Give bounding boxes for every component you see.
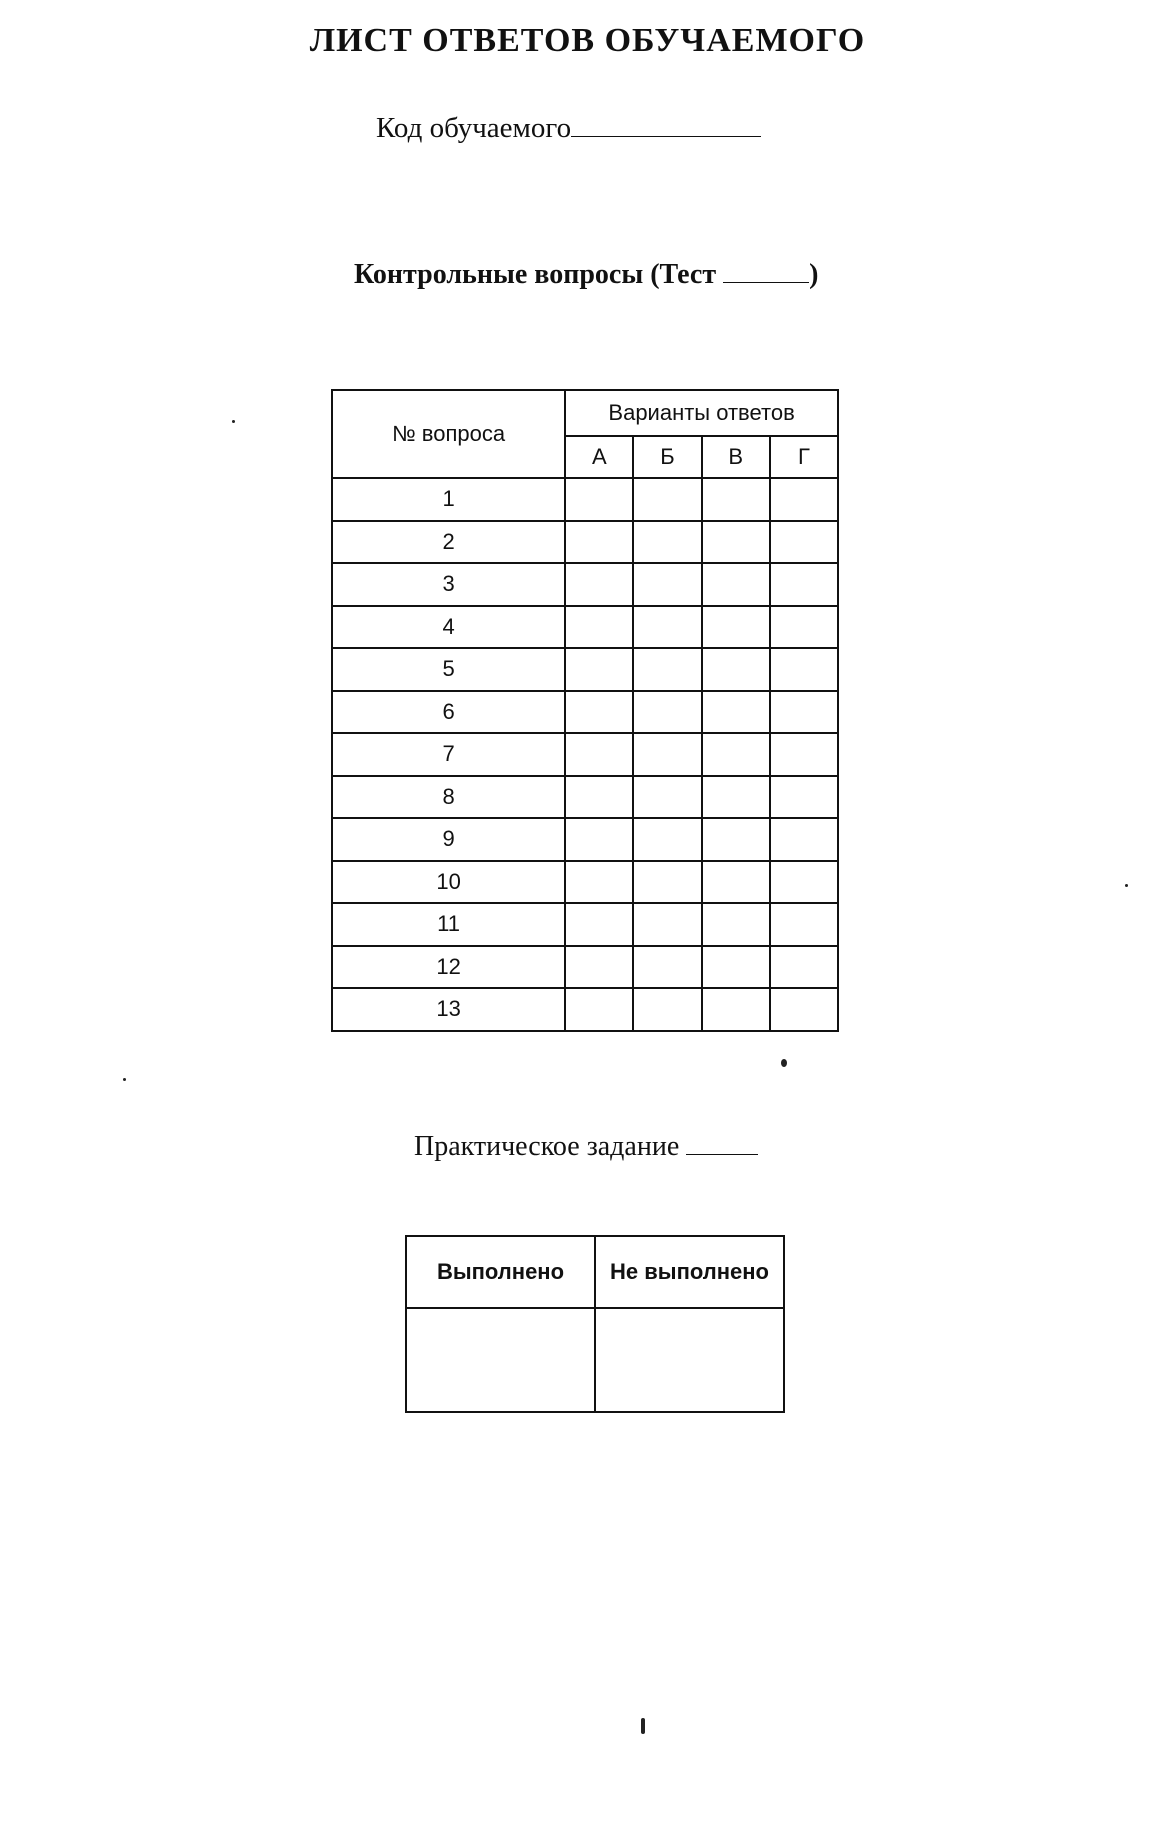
table-row xyxy=(332,818,838,861)
control-questions-label: Контрольные вопросы (Тест xyxy=(354,259,717,290)
question-number-cell: 13 xyxy=(332,988,565,1031)
question-number-cell: 8 xyxy=(332,776,565,819)
question-number-cell: 12 xyxy=(332,946,565,989)
answer-cell-g[interactable] xyxy=(770,648,838,691)
table-row xyxy=(332,521,838,564)
question-number-cell: 10 xyxy=(332,861,565,904)
answer-cell-g[interactable] xyxy=(770,691,838,734)
practical-task-table xyxy=(405,1235,785,1413)
answer-cell-g[interactable] xyxy=(770,521,838,564)
table-row xyxy=(332,691,838,734)
answer-cell-g[interactable] xyxy=(770,733,838,776)
option-header-a: А xyxy=(565,436,633,478)
question-number-cell: 7 xyxy=(332,733,565,776)
answer-options-header: Варианты ответов xyxy=(565,390,838,436)
test-number-field[interactable] xyxy=(723,258,809,283)
answer-cell-v[interactable] xyxy=(702,648,770,691)
question-number-cell: 4 xyxy=(332,606,565,649)
table-row xyxy=(332,648,838,691)
table-row xyxy=(332,733,838,776)
table-row xyxy=(332,478,838,521)
answer-cell-v[interactable] xyxy=(702,521,770,564)
answer-cell-a[interactable] xyxy=(565,861,633,904)
answer-rows xyxy=(332,478,838,1031)
done-cell[interactable] xyxy=(406,1308,595,1412)
answer-cell-a[interactable] xyxy=(565,606,633,649)
answer-cell-b[interactable] xyxy=(633,563,701,606)
answer-cell-v[interactable] xyxy=(702,988,770,1031)
answer-cell-g[interactable] xyxy=(770,988,838,1031)
answer-cell-a[interactable] xyxy=(565,648,633,691)
answer-cell-b[interactable] xyxy=(633,776,701,819)
answer-cell-g[interactable] xyxy=(770,861,838,904)
option-header-b: Б xyxy=(633,436,701,478)
answer-cell-g[interactable] xyxy=(770,776,838,819)
page-title: ЛИСТ ОТВЕТОВ ОБУЧАЕМОГО xyxy=(309,22,866,59)
table-row xyxy=(332,988,838,1031)
table-row xyxy=(332,563,838,606)
answer-cell-g[interactable] xyxy=(770,946,838,989)
answer-cell-b[interactable] xyxy=(633,818,701,861)
scan-speck xyxy=(781,1059,787,1067)
answer-cell-v[interactable] xyxy=(702,946,770,989)
answer-cell-a[interactable] xyxy=(565,478,633,521)
question-number-cell: 3 xyxy=(332,563,565,606)
answer-cell-b[interactable] xyxy=(633,988,701,1031)
answer-cell-a[interactable] xyxy=(565,818,633,861)
answer-cell-v[interactable] xyxy=(702,478,770,521)
option-header-g: Г xyxy=(770,436,838,478)
not-done-header: Не выполнено xyxy=(595,1236,784,1308)
trainee-code-label: Код обучаемого xyxy=(376,112,572,144)
question-number-cell: 11 xyxy=(332,903,565,946)
done-header: Выполнено xyxy=(406,1236,595,1308)
answer-cell-v[interactable] xyxy=(702,606,770,649)
answer-cell-b[interactable] xyxy=(633,733,701,776)
question-number-cell: 2 xyxy=(332,521,565,564)
control-questions-close: ) xyxy=(809,259,819,290)
not-done-cell[interactable] xyxy=(595,1308,784,1412)
table-row xyxy=(332,861,838,904)
answers-table xyxy=(331,389,839,1032)
answer-cell-b[interactable] xyxy=(633,691,701,734)
scan-speck xyxy=(123,1078,126,1081)
answer-cell-b[interactable] xyxy=(633,606,701,649)
answer-cell-a[interactable] xyxy=(565,521,633,564)
control-questions-line xyxy=(354,258,818,291)
table-row xyxy=(332,606,838,649)
question-number-cell: 9 xyxy=(332,818,565,861)
answer-cell-v[interactable] xyxy=(702,776,770,819)
question-number-cell: 1 xyxy=(332,478,565,521)
answer-cell-v[interactable] xyxy=(702,818,770,861)
answer-cell-a[interactable] xyxy=(565,903,633,946)
scan-speck xyxy=(232,420,235,423)
answer-cell-v[interactable] xyxy=(702,563,770,606)
option-header-v: В xyxy=(702,436,770,478)
answer-cell-b[interactable] xyxy=(633,861,701,904)
scan-speck xyxy=(1125,884,1128,887)
trainee-code-field[interactable] xyxy=(571,110,761,137)
practical-task-field[interactable] xyxy=(686,1130,758,1155)
table-row xyxy=(332,776,838,819)
answer-cell-a[interactable] xyxy=(565,776,633,819)
answer-cell-a[interactable] xyxy=(565,563,633,606)
trainee-code-line xyxy=(376,110,761,145)
answer-cell-b[interactable] xyxy=(633,903,701,946)
answer-cell-b[interactable] xyxy=(633,648,701,691)
practical-task-label: Практическое задание xyxy=(414,1131,680,1162)
answer-cell-g[interactable] xyxy=(770,563,838,606)
answer-cell-v[interactable] xyxy=(702,733,770,776)
answer-cell-a[interactable] xyxy=(565,988,633,1031)
answer-cell-b[interactable] xyxy=(633,478,701,521)
answer-cell-g[interactable] xyxy=(770,903,838,946)
table-row xyxy=(332,903,838,946)
scan-speck xyxy=(641,1718,645,1734)
answer-cell-a[interactable] xyxy=(565,946,633,989)
answer-cell-g[interactable] xyxy=(770,478,838,521)
table-row xyxy=(332,946,838,989)
answer-cell-v[interactable] xyxy=(702,903,770,946)
question-number-cell: 5 xyxy=(332,648,565,691)
answer-cell-g[interactable] xyxy=(770,606,838,649)
answer-cell-b[interactable] xyxy=(633,521,701,564)
answer-cell-b[interactable] xyxy=(633,946,701,989)
answer-cell-a[interactable] xyxy=(565,733,633,776)
answer-cell-v[interactable] xyxy=(702,691,770,734)
question-number-header: № вопроса xyxy=(332,390,565,478)
answer-cell-v[interactable] xyxy=(702,861,770,904)
practical-task-line xyxy=(414,1130,758,1163)
answer-cell-a[interactable] xyxy=(565,691,633,734)
answer-cell-g[interactable] xyxy=(770,818,838,861)
question-number-cell: 6 xyxy=(332,691,565,734)
